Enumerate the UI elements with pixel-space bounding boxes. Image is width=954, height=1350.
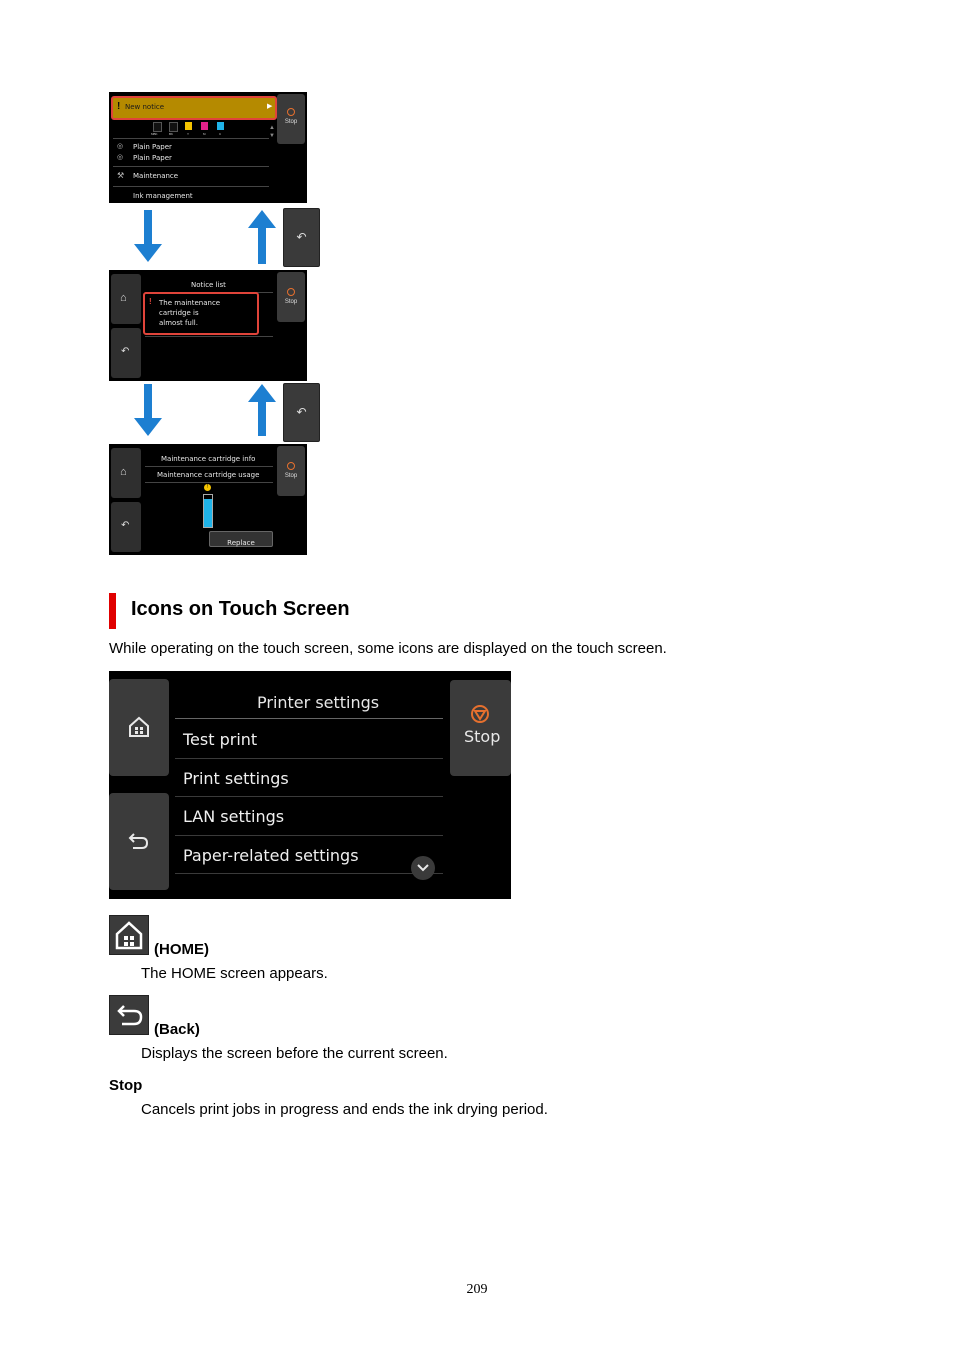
- menu-item-paper-related-settings[interactable]: Paper-related settings: [183, 846, 359, 865]
- chevron-right-icon: ▶: [267, 103, 273, 110]
- home-screen-image: [109, 92, 307, 203]
- stop-button[interactable]: [277, 94, 305, 144]
- home-term: (HOME): [154, 941, 209, 958]
- ink-swatch-y: [185, 122, 192, 130]
- ink-swatch-m: [201, 122, 208, 130]
- stop-button[interactable]: [277, 446, 305, 496]
- back-icon: ↶: [121, 346, 130, 357]
- home-icon: [128, 716, 150, 738]
- arrow-up: [258, 402, 266, 436]
- stop-icon: [287, 288, 295, 296]
- notice-message-line: cartridge is: [159, 309, 199, 317]
- home-description: The HOME screen appears.: [141, 965, 328, 982]
- back-term: (Back): [154, 1021, 200, 1038]
- home-button[interactable]: [111, 274, 141, 324]
- cartridge-usage-gauge: [203, 494, 213, 528]
- section-title: Icons on Touch Screen: [131, 598, 350, 620]
- maintenance-icon: ⚒: [117, 171, 125, 180]
- stop-icon: [287, 462, 295, 470]
- back-icon: ↶: [121, 520, 130, 531]
- stop-description: Cancels print jobs in progress and ends the ink drying period.: [141, 1101, 548, 1118]
- arrow-down-head: [134, 418, 162, 436]
- stop-button[interactable]: [450, 680, 511, 776]
- back-button[interactable]: [109, 793, 169, 890]
- ink-label: Y: [187, 132, 190, 136]
- section-intro: While operating on the touch screen, some icons are displayed on the touch screen.: [109, 640, 667, 657]
- back-description: Displays the screen before the current screen.: [141, 1045, 448, 1062]
- home-icon: [109, 915, 149, 955]
- warning-icon: !: [204, 484, 211, 491]
- home-button[interactable]: [109, 679, 169, 776]
- cartridge-usage-label: Maintenance cartridge usage: [157, 471, 260, 479]
- cartridge-info-screen-image: [109, 444, 307, 555]
- printer-settings-title: Printer settings: [257, 693, 380, 712]
- menu-item-test-print[interactable]: Test print: [183, 730, 258, 749]
- scroll-indicator: ▲ ▼: [269, 125, 275, 139]
- arrow-up-head: [248, 384, 276, 402]
- stop-label: Stop: [284, 299, 298, 305]
- paper-icon: ◎: [117, 143, 124, 150]
- notice-message[interactable]: [143, 292, 259, 335]
- back-button[interactable]: [111, 502, 141, 552]
- exclamation-icon: !: [149, 297, 152, 306]
- cartridge-usage-fill: [204, 499, 212, 527]
- back-icon: ↶: [283, 208, 320, 267]
- arrow-down-head: [134, 244, 162, 262]
- stop-icon: [287, 108, 295, 116]
- notice-message-line: almost full.: [159, 319, 198, 327]
- stop-label: Stop: [464, 727, 501, 746]
- home-item-label: Plain Paper: [133, 154, 172, 162]
- home-item-label: Ink management: [133, 192, 193, 200]
- arrow-up: [258, 228, 266, 264]
- new-notice-bar[interactable]: [111, 96, 277, 120]
- stop-icon: [470, 704, 490, 724]
- exclamation-icon: !: [117, 101, 121, 112]
- ink-swatch-c: [217, 122, 224, 130]
- menu-item-lan-settings[interactable]: LAN settings: [183, 807, 285, 826]
- back-icon: [128, 831, 150, 851]
- arrow-down: [144, 384, 152, 420]
- scroll-down-button[interactable]: [411, 856, 435, 880]
- printer-settings-screen-image: [109, 671, 511, 899]
- menu-item-print-settings[interactable]: Print settings: [183, 769, 289, 788]
- ink-label: BK: [169, 132, 174, 136]
- ink-label: MBK: [151, 132, 158, 136]
- stop-term: Stop: [109, 1077, 143, 1094]
- ink-label: C: [219, 132, 222, 136]
- arrow-down: [144, 210, 152, 246]
- arrow-up-head: [248, 210, 276, 228]
- notice-list-title: Notice list: [191, 281, 226, 289]
- new-notice-label: New notice: [125, 103, 165, 111]
- home-icon: ⌂: [120, 292, 127, 304]
- notice-list-screen-image: [109, 270, 307, 381]
- home-icon: ⌂: [120, 466, 127, 478]
- back-icon: ↶: [283, 383, 320, 442]
- home-item-label: Maintenance: [133, 172, 179, 180]
- chevron-down-icon: [416, 863, 430, 873]
- paper-icon: ◎: [117, 154, 124, 161]
- home-button[interactable]: [111, 448, 141, 498]
- replace-label: Replace: [227, 539, 255, 547]
- ink-label: M: [203, 132, 206, 136]
- cartridge-info-title: Maintenance cartridge info: [161, 455, 256, 463]
- stop-label: Stop: [284, 473, 298, 479]
- back-button[interactable]: [111, 328, 141, 378]
- ink-swatch-mbk: [153, 122, 162, 132]
- stop-button[interactable]: [277, 272, 305, 322]
- replace-button[interactable]: [209, 531, 273, 547]
- notice-message-line: The maintenance: [159, 299, 221, 307]
- ink-swatch-bk: [169, 122, 178, 132]
- stop-label: Stop: [284, 119, 298, 125]
- heading-accent-bar: [109, 593, 116, 629]
- page-number: 209: [466, 1282, 488, 1297]
- home-item-label: Plain Paper: [133, 143, 172, 151]
- back-icon: [109, 995, 149, 1035]
